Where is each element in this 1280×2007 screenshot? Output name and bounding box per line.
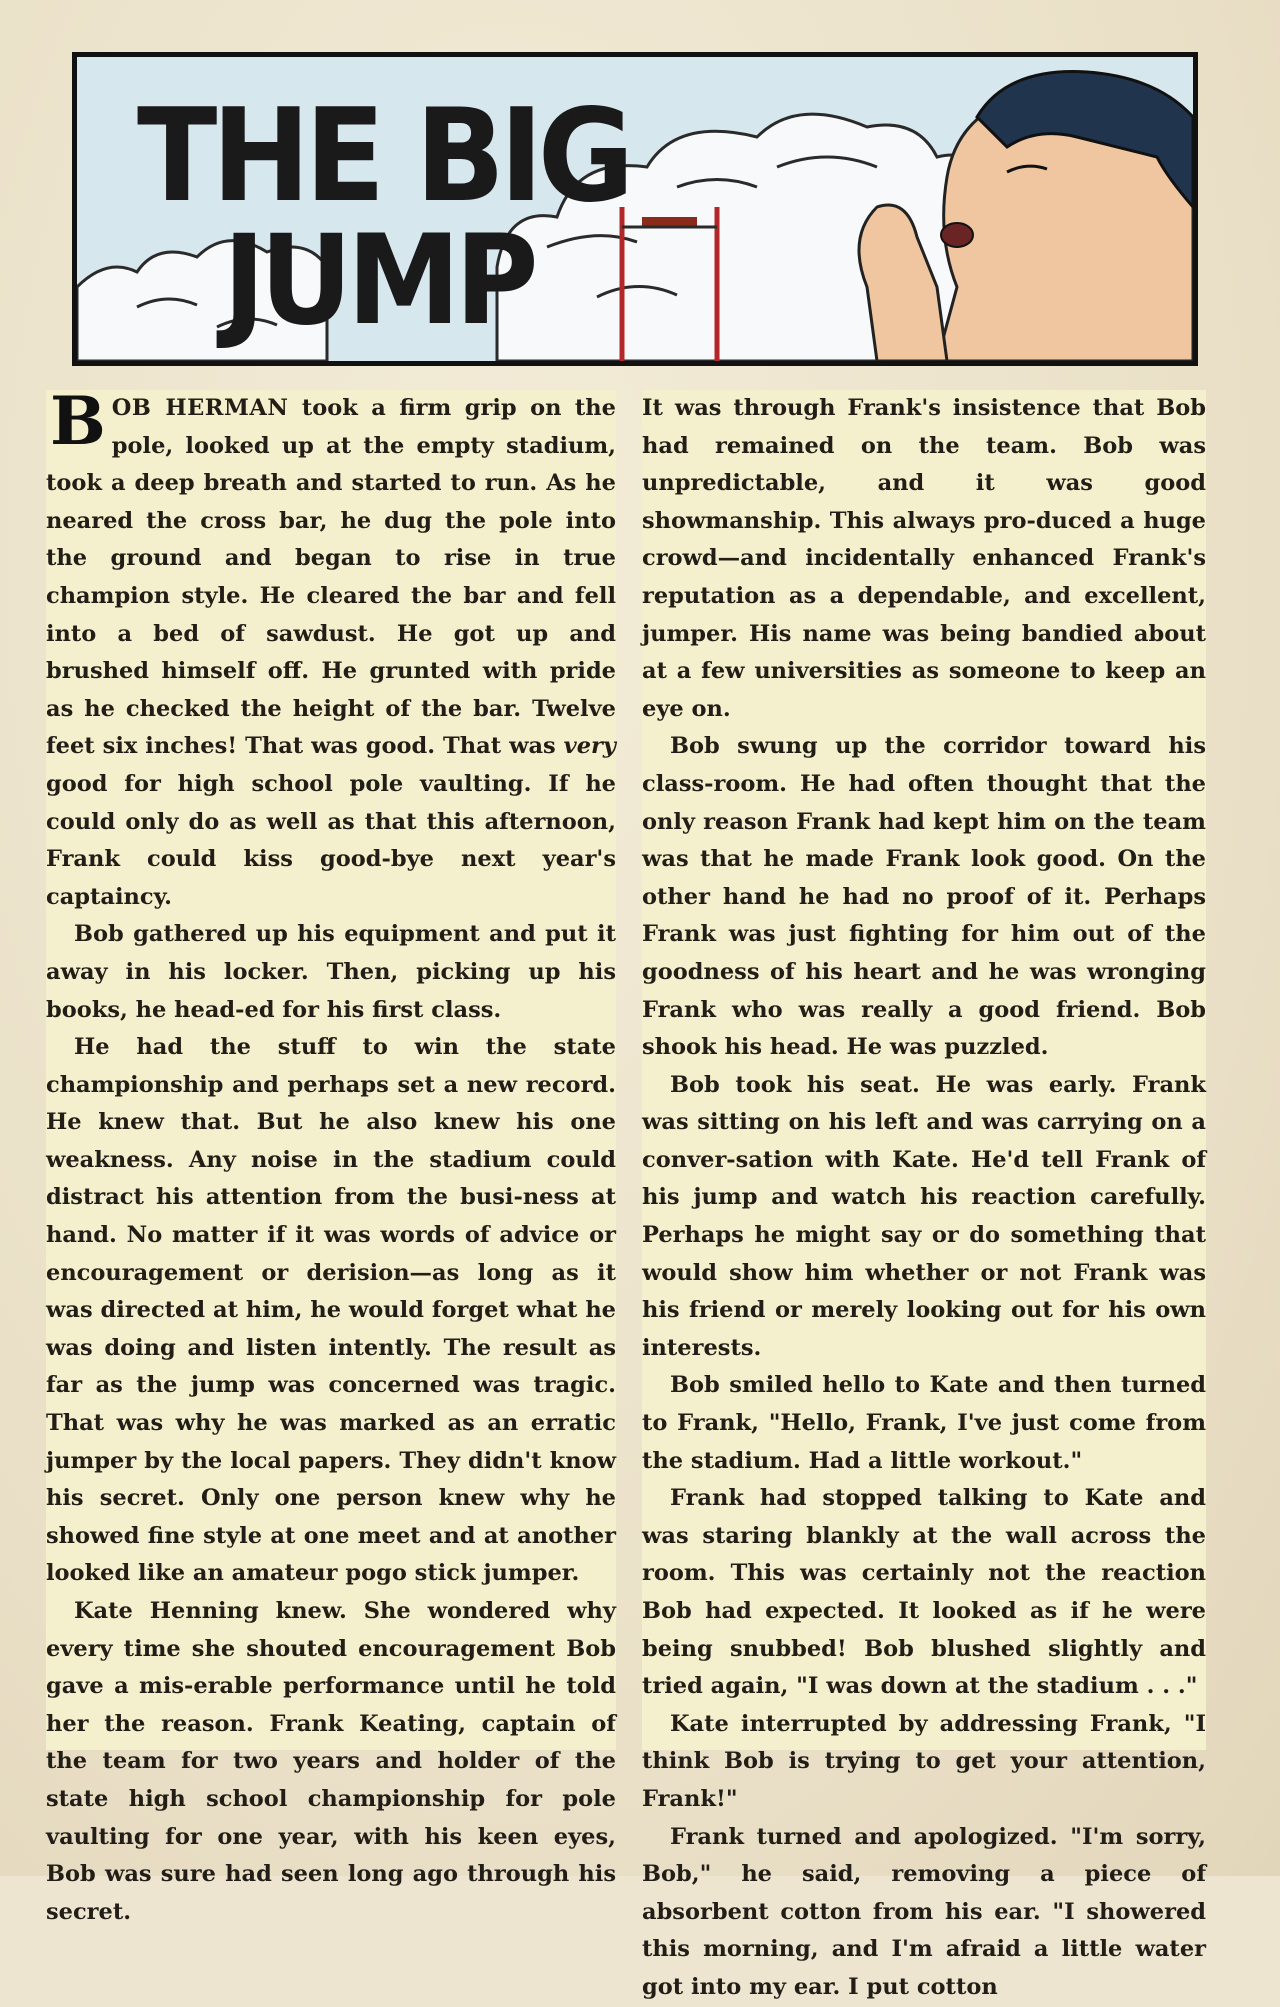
story-paragraph: It was through Frank's insistence that Bob had remained on the team. Bob was unpredictable, and it was good showmanship. This always pro-duced a huge crowd—and incidentally enhanced Frank's reputation as a dependable, and excellent, jumper. His name was being bandied about at a few universities as someone to keep an eye on. <box>642 395 1206 722</box>
story-paragraph: Bob took his seat. He was early. Frank was sitting on his left and was carrying on a conver-sation with Kate. He'd tell Frank of his jump and watch his reaction carefully. Perhaps he might say or do something that would show him whether or not Frank was his friend or merely looking out for his own interests. <box>642 1071 1206 1361</box>
story-column-right <box>642 390 1206 2000</box>
story-text: took a firm grip on the pole, looked up at the empty stadium, took a deep breath and started to run. As he neared the cross bar, he dug the pole into the ground and began to rise in true champion style. He cleared the bar and fell into a bed of sawdust. He got up and brushed himself off. He grunted with pride as he checked the height of the bar. Twelve feet six inches! That was good. That was <box>46 395 616 760</box>
story-paragraph: Bob swung up the corridor toward his class-room. He had often thought that the only reason Frank had kept him on the team was that he made Frank look good. On the other hand he had no proof of it. Perhaps Frank was just fighting for him out of the goodness of his heart and he was wronging Frank who was really a good friend. Bob shook his head. He was puzzled. <box>642 733 1206 1061</box>
story-paragraph: He had the stuff to win the state championship and perhaps set a new record. He knew that. But he also knew his one weakness. Any noise in the stadium could distract his attention from the busi-ness at hand. No matter if it was words of advice or encouragement or derision—as long as it was directed at him, he would forget what he was doing and listen intently. The result as far as the jump was concerned was tragic. That was why he was marked as an erratic jumper by the local papers. They didn't know his secret. Only one person knew why he showed fine style at one meet and at another looked like an amateur pogo stick jumper. <box>46 1034 616 1587</box>
title-line-1: THE BIG <box>137 82 629 231</box>
story-paragraph: Frank turned and apologized. "I'm sorry, Bob," he said, removing a piece of absorbent cotton from his ear. "I showered this morning, and I'm afraid a little water got into my ear. I put cotton <box>642 1823 1206 2000</box>
story-paragraph: Bob smiled hello to Kate and then turned to Frank, "Hello, Frank, I've just come from the stadium. Had a little workout." <box>642 1372 1206 1474</box>
shouting-man-illustration <box>859 72 1193 361</box>
story-paragraph: Frank had stopped talking to Kate and was staring blankly at the wall across the room. This was certainly not the reaction Bob had expected. It looked as if he were being snubbed! Bob blushed slightly and tried again, "I was down at the stadium . . ." <box>642 1485 1206 1700</box>
story-paragraph: Kate Henning knew. She wondered why every time she shouted encouragement Bob gave a mis-erable performance until he told her the reason. Frank Keating, captain of the team for two years and holder of the state high school championship for pole vaulting for one year, with his keen eyes, Bob was sure had seen long ago through his secret. <box>46 1598 616 1925</box>
story-emphasis: very <box>563 733 616 760</box>
drop-cap: B <box>50 382 106 460</box>
story-text: good for high school pole vaulting. If he could only do as well as that this afternoon, Frank could kiss good-bye next year's captaincy. <box>46 770 616 910</box>
title-banner <box>72 52 1198 366</box>
story-paragraph <box>46 382 616 916</box>
story-paragraph: Bob gathered up his equipment and put it away in his locker. Then, picking up his books, he head-ed for his first class. <box>46 921 616 1023</box>
story-paragraph: Kate interrupted by addressing Frank, "I think Bob is trying to get your attention, Frank!" <box>642 1710 1206 1812</box>
story-column-left <box>46 382 616 1925</box>
story-lead-in: OB HERMAN <box>111 395 289 421</box>
title-line-2: JUMP <box>223 209 534 353</box>
